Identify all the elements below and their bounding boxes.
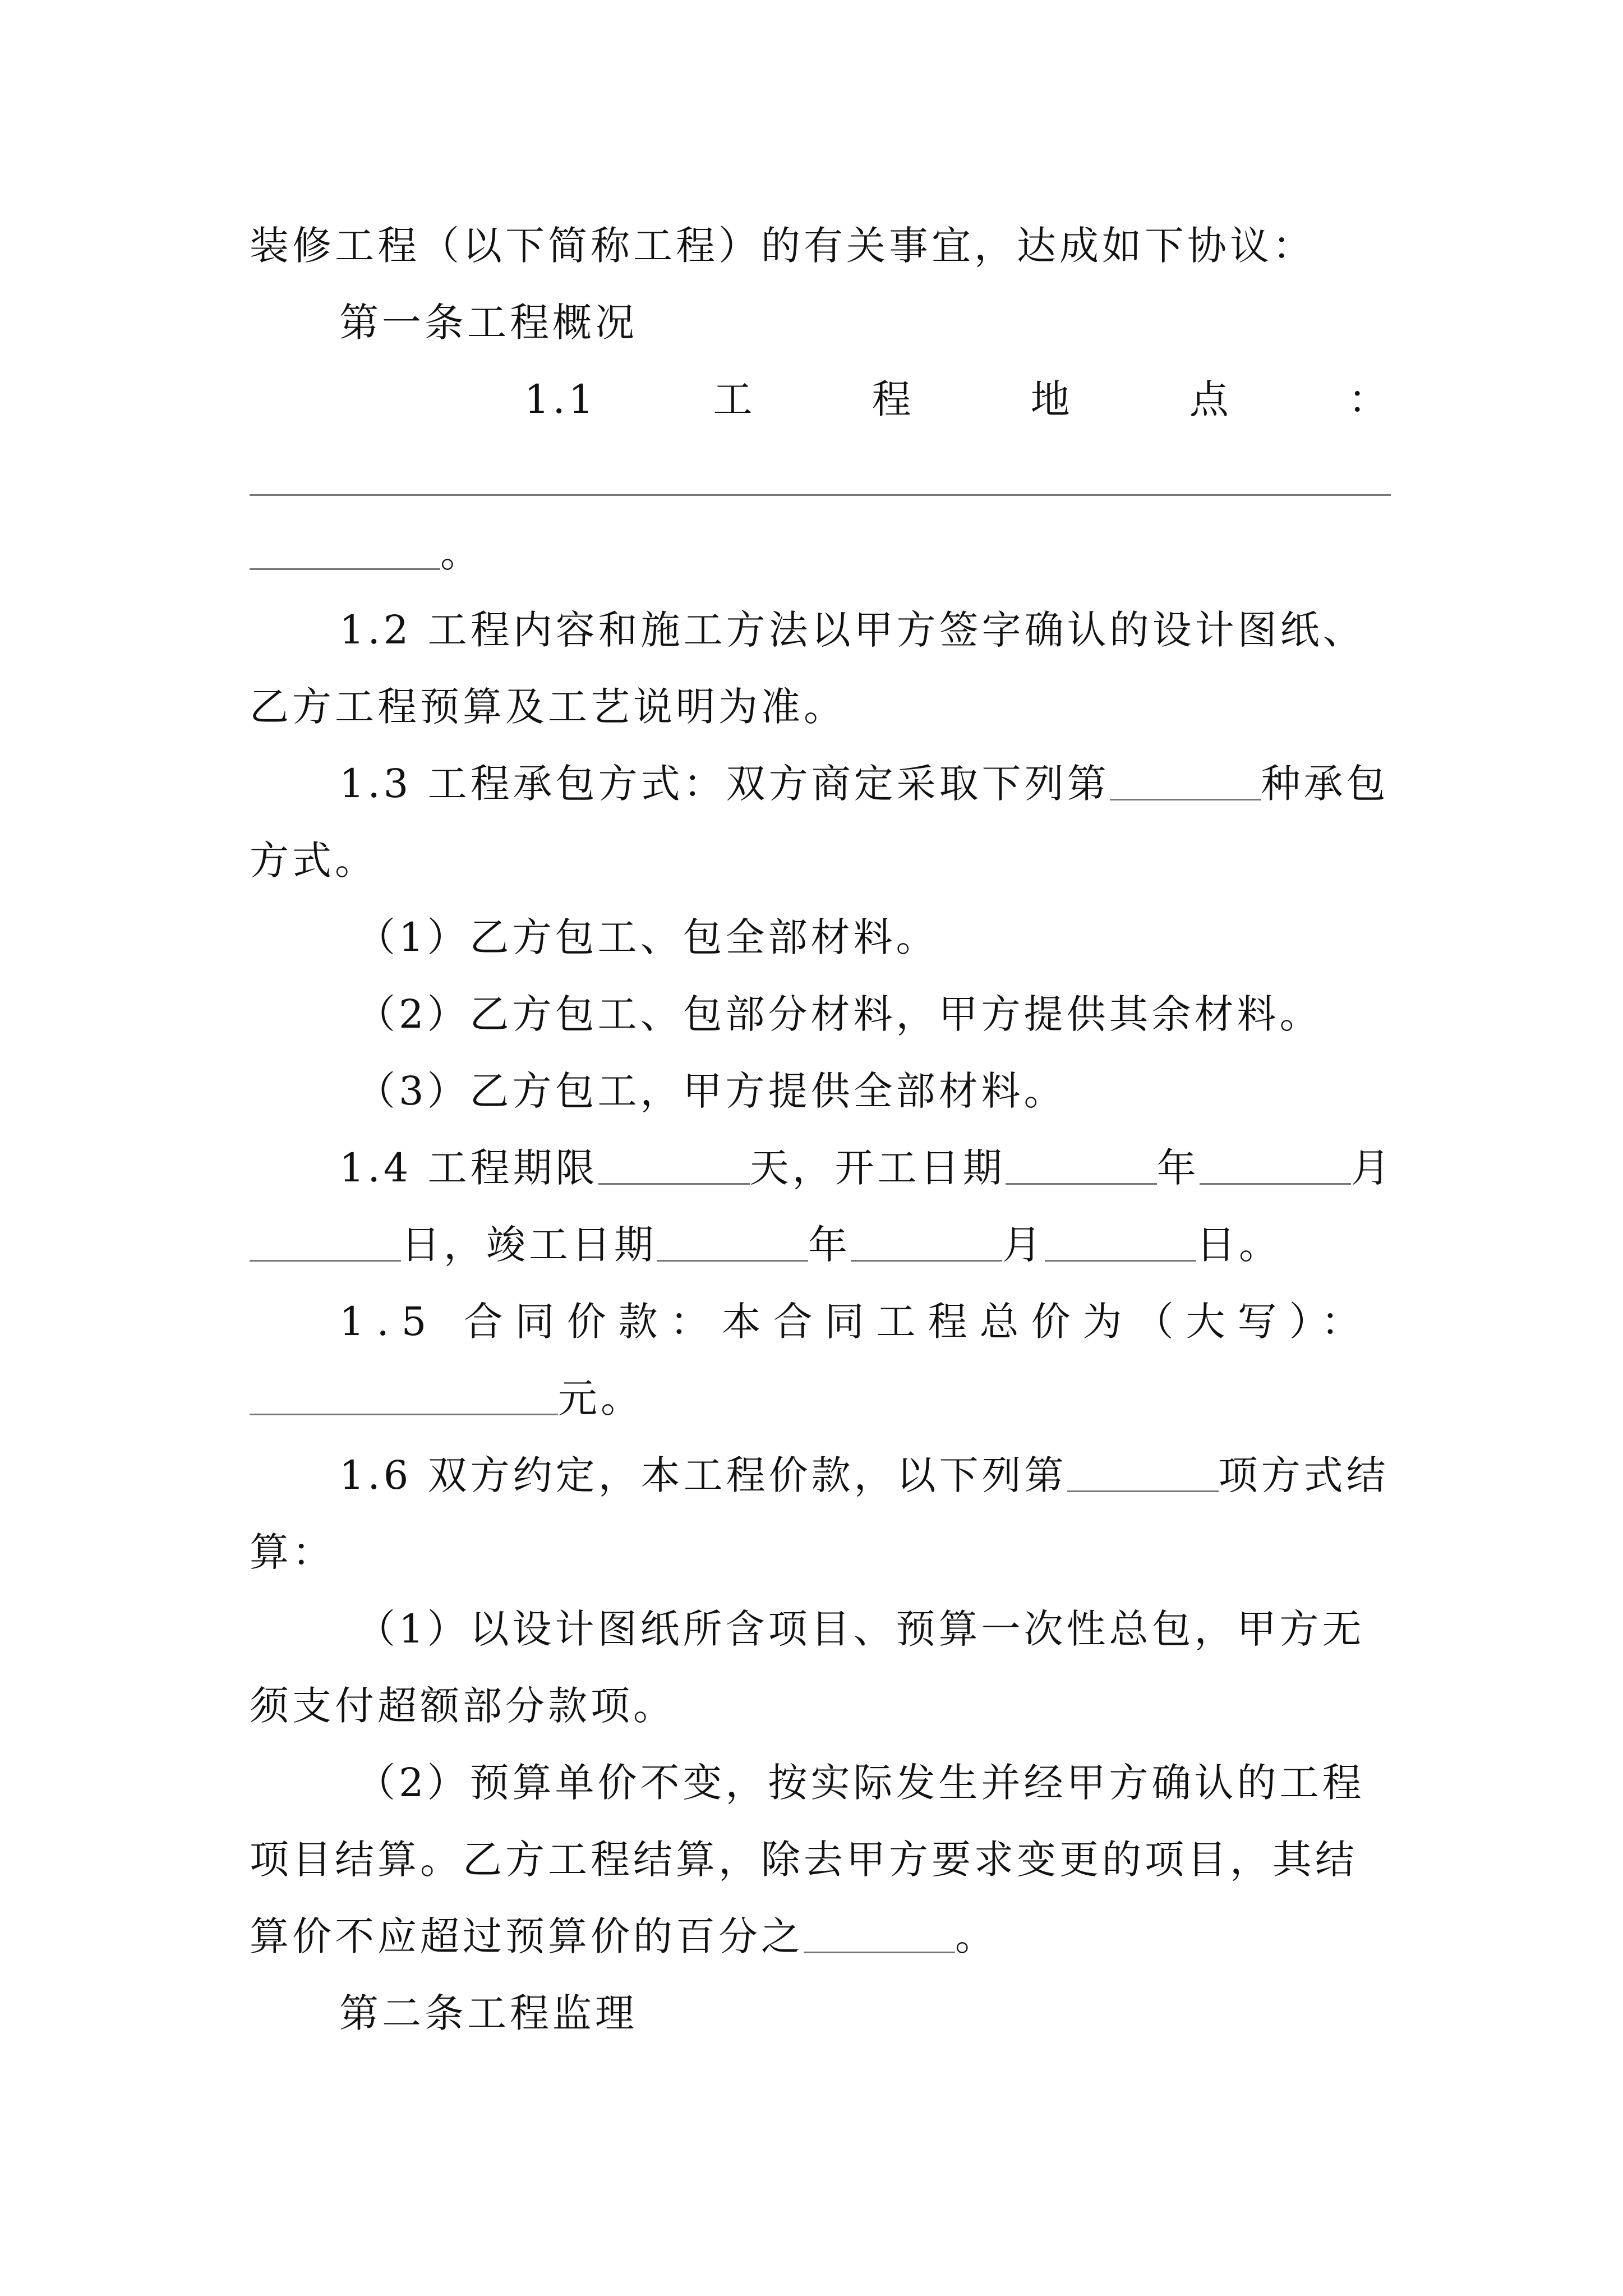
item-1-6-text: 。 — [955, 1913, 998, 1959]
item-1-4-text: 日。 — [1196, 1222, 1281, 1268]
item-1-3-line-2: 方式。 — [250, 838, 377, 884]
article-1-title: 第一条工程概况 — [339, 300, 638, 346]
option-1: （1）乙方包工、包全部材料。 — [356, 914, 939, 960]
item-1-1-char: 程 — [872, 376, 915, 422]
blank-field — [851, 1221, 1002, 1262]
item-1-4-text: 1.4 工程期限 — [339, 1145, 598, 1191]
blank-field — [804, 1912, 955, 1953]
option-2: （2）乙方包工、包部分材料，甲方提供其余材料。 — [356, 991, 1322, 1037]
blank-field — [1006, 1144, 1157, 1185]
blank-field — [657, 1221, 808, 1262]
settlement-option-1-line-1: （1）以设计图纸所含项目、预算一次性总包，甲方无 — [356, 1606, 1365, 1652]
item-1-2-line-1: 1.2 工程内容和施工方法以甲方签字确认的设计图纸、 — [339, 607, 1366, 653]
blank-field — [250, 529, 440, 570]
blank-field — [1067, 1451, 1219, 1492]
blank-field — [1045, 1221, 1196, 1262]
item-1-3-line-1 — [250, 746, 1391, 822]
item-1-1-char: 工 — [713, 376, 756, 422]
item-1-6-text: 项方式结 — [1218, 1452, 1389, 1498]
item-1-4-text: 年 — [1156, 1145, 1200, 1191]
article-2-title: 第二条工程监理 — [339, 1990, 638, 2036]
item-1-5-text: 元。 — [558, 1375, 643, 1421]
blank-field — [1200, 1144, 1351, 1185]
location-blank-end — [250, 515, 1391, 592]
blank-field — [250, 1221, 401, 1262]
item-1-4-text: 日，竣工日期 — [401, 1222, 657, 1268]
item-1-6-text: 1.6 双方约定，本工程价款，以下列第 — [339, 1452, 1067, 1498]
item-1-6-text: 算价不应超过预算价的百分之 — [250, 1913, 804, 1959]
location-blank-line — [250, 438, 1391, 515]
item-1-4-text: 年 — [808, 1222, 851, 1268]
settlement-option-2-line-3 — [250, 1898, 1391, 1975]
settlement-option-2-line-1: （2）预算单价不变，按实际发生并经甲方确认的工程 — [356, 1760, 1365, 1806]
item-1-1-char: 点 — [1189, 376, 1232, 422]
option-3: （3）乙方包工，甲方提供全部材料。 — [356, 1068, 1067, 1114]
item-1-6-line-2: 算： — [250, 1529, 335, 1575]
item-1-4-line-1 — [250, 1130, 1394, 1207]
item-1-3-text-after: 种承包 — [1261, 761, 1389, 807]
item-1-2-line-2: 乙方工程预算及工艺说明为准。 — [250, 684, 846, 730]
item-1-1-char: ： — [1348, 376, 1391, 422]
item-1-4-text: 月 — [1350, 1145, 1394, 1191]
blank-field — [598, 1144, 750, 1185]
intro-line: 装修工程（以下简称工程）的有关事宜，达成如下协议： — [250, 223, 1315, 269]
item-1-5-line-2 — [250, 1360, 1391, 1437]
item-1-5-line-1: 1.5 合同价款：本合同工程总价为（大写）： — [339, 1299, 1373, 1345]
item-1-4-line-2 — [250, 1207, 1391, 1283]
item-1-6-line-1 — [250, 1437, 1391, 1514]
blank-field — [1110, 760, 1261, 800]
item-1-1-line — [250, 361, 1391, 438]
blank-rule — [250, 494, 1391, 496]
settlement-option-1-line-2: 须支付超额部分款项。 — [250, 1683, 676, 1729]
item-1-1-char: 地 — [1030, 376, 1073, 422]
item-1-1-number: 1.1 — [524, 376, 597, 422]
period: 。 — [440, 530, 483, 576]
settlement-option-2-line-2: 项目结算。乙方工程结算，除去甲方要求变更的项目，其结 — [250, 1837, 1358, 1883]
item-1-4-text: 月 — [1002, 1222, 1045, 1268]
blank-field — [250, 1374, 558, 1415]
document-body — [250, 208, 1394, 2052]
item-1-3-text: 1.3 工程承包方式：双方商定采取下列第 — [339, 761, 1110, 807]
item-1-4-text: 天，开工日期 — [749, 1145, 1006, 1191]
